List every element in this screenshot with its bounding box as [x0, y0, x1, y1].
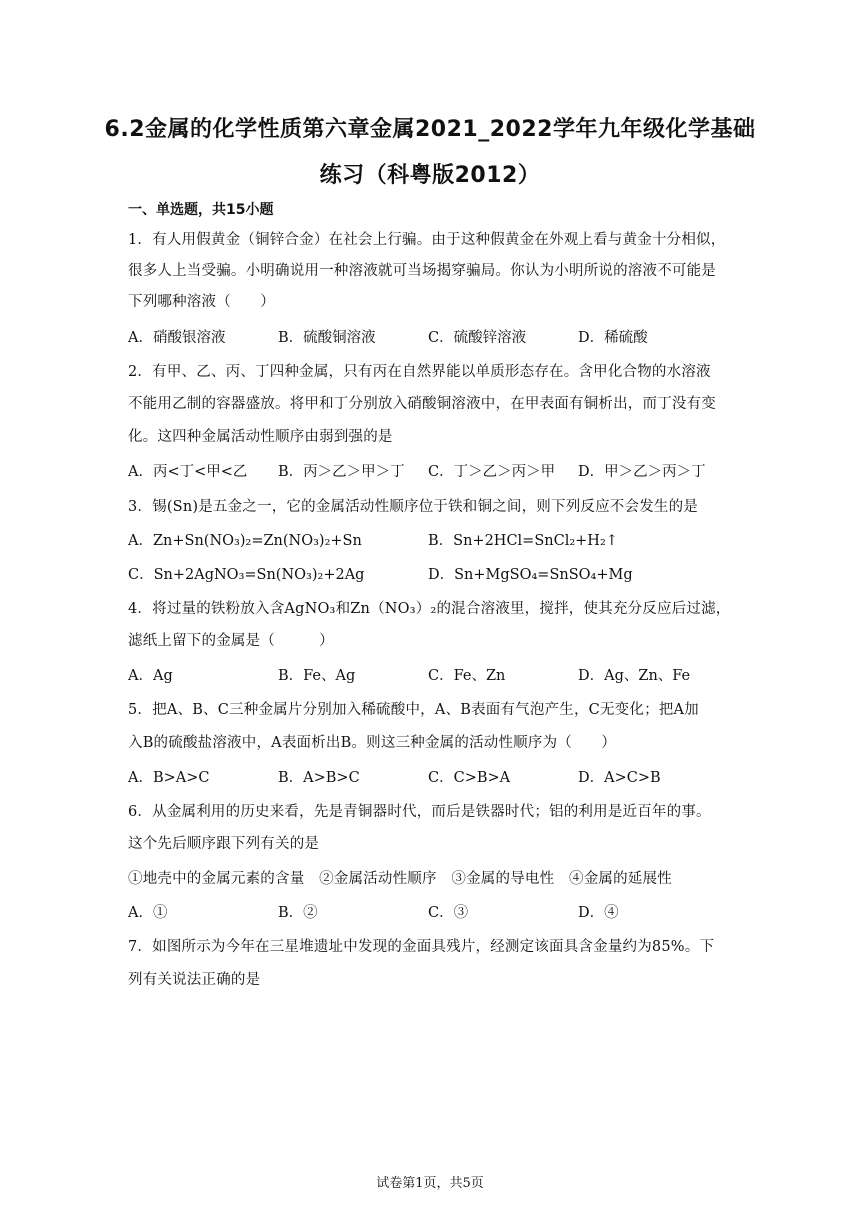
page-title-line-1: 6.2金属的化学性质第六章金属2021_2022学年九年级化学基础: [104, 117, 756, 142]
question-1-line-2: 很多人上当受骗。小明确说用一种溶液就可当场揭穿骗局。你认为小明所说的溶液不可能是: [128, 263, 716, 279]
question-1-options: [128, 326, 738, 348]
option-a[interactable]: A．硝酸银溶液: [128, 330, 226, 346]
question-2-line-2: 不能用乙制的容器盛放。将甲和丁分别放入硝酸铜溶液中，在甲表面有铜析出，而丁没有变: [128, 396, 716, 412]
option-d[interactable]: D．稀硫酸: [578, 330, 648, 346]
section-header: 一、单选题，共15小题: [128, 202, 274, 218]
question-6-line-1: 6．从金属利用的历史来看，先是青铜器时代，而后是铁器时代；铝的利用是近百年的事。: [128, 804, 711, 820]
option-a[interactable]: A．丙<丁<甲<乙: [128, 464, 248, 480]
option-c[interactable]: C．丁＞乙＞丙＞甲: [428, 464, 556, 480]
question-5-options: [128, 766, 738, 788]
option-b[interactable]: B．②: [278, 905, 318, 921]
question-3-line-1: 3．锡(Sn)是五金之一，它的金属活动性顺序位于铁和铜之间，则下列反应不会发生的是: [128, 499, 699, 515]
page-footer: 试卷第1页，共5页: [376, 1176, 484, 1191]
option-b[interactable]: B．Sn+2HCl=SnCl₂+H₂↑: [428, 533, 618, 549]
option-d[interactable]: D．④: [578, 905, 619, 921]
option-d[interactable]: D．甲＞乙＞丙＞丁: [578, 464, 706, 480]
option-a[interactable]: A．B>A>C: [128, 770, 210, 786]
option-b[interactable]: B．丙＞乙＞甲＞丁: [278, 464, 405, 480]
option-d[interactable]: D．Ag、Zn、Fe: [578, 668, 691, 684]
option-c[interactable]: C．C>B>A: [428, 770, 511, 786]
page-title-line-2: 练习（科粤版2012）: [319, 163, 541, 188]
question-4-line-2: 滤纸上留下的金属是（ ）: [128, 633, 334, 649]
question-2-options: [128, 460, 738, 482]
question-6-options: [128, 901, 738, 923]
option-c[interactable]: C．硫酸锌溶液: [428, 330, 527, 346]
option-d[interactable]: D．Sn+MgSO₄=SnSO₄+Mg: [428, 567, 633, 583]
option-b[interactable]: B．Fe、Ag: [278, 668, 356, 684]
option-d[interactable]: D．A>C>B: [578, 770, 661, 786]
option-a[interactable]: A．Ag: [128, 668, 173, 684]
option-a[interactable]: A．Zn+Sn(NO₃)₂=Zn(NO₃)₂+Sn: [128, 533, 362, 549]
question-1-line-3: 下列哪种溶液（ ）: [128, 294, 275, 310]
question-3-options-row-1: [128, 529, 738, 551]
option-c[interactable]: C．Fe、Zn: [428, 668, 506, 684]
question-4-options: [128, 664, 738, 686]
question-5-line-1: 5．把A、B、C三种金属片分别加入稀硫酸中，A、B表面有气泡产生，C无变化；把A加: [128, 702, 699, 718]
option-c[interactable]: C．③: [428, 905, 469, 921]
option-b[interactable]: B．A>B>C: [278, 770, 360, 786]
option-a[interactable]: A．①: [128, 905, 168, 921]
question-1-line-1: 1．有人用假黄金（铜锌合金）在社会上行骗。由于这种假黄金在外观上看与黄金十分相似，: [128, 232, 726, 248]
option-b[interactable]: B．硫酸铜溶液: [278, 330, 376, 346]
question-2-line-1: 2．有甲、乙、丙、丁四种金属，只有丙在自然界能以单质形态存在。含甲化合物的水溶液: [128, 364, 711, 380]
question-7-line-1: 7．如图所示为今年在三星堆遗址中发现的金面具残片，经测定该面具含金量约为85%。下: [128, 939, 715, 955]
question-6-line-3: ①地壳中的金属元素的含量 ②金属活动性顺序 ③金属的导电性 ④金属的延展性: [128, 871, 672, 887]
question-7-line-2: 列有关说法正确的是: [128, 972, 261, 988]
question-4-line-1: 4．将过量的铁粉放入含AgNO₃和Zn（NO₃）₂的混合溶液里，搅拌，使其充分反应后过滤，: [128, 601, 731, 617]
question-2-line-3: 化。这四种金属活动性顺序由弱到强的是: [128, 429, 393, 445]
question-5-line-2: 入B的硫酸盐溶液中，A表面析出B。则这三种金属的活动性顺序为（ ）: [128, 735, 617, 751]
question-6-line-2: 这个先后顺序跟下列有关的是: [128, 836, 320, 852]
option-c[interactable]: C．Sn+2AgNO₃=Sn(NO₃)₂+2Ag: [128, 567, 365, 583]
question-3-options-row-2: [128, 563, 738, 585]
